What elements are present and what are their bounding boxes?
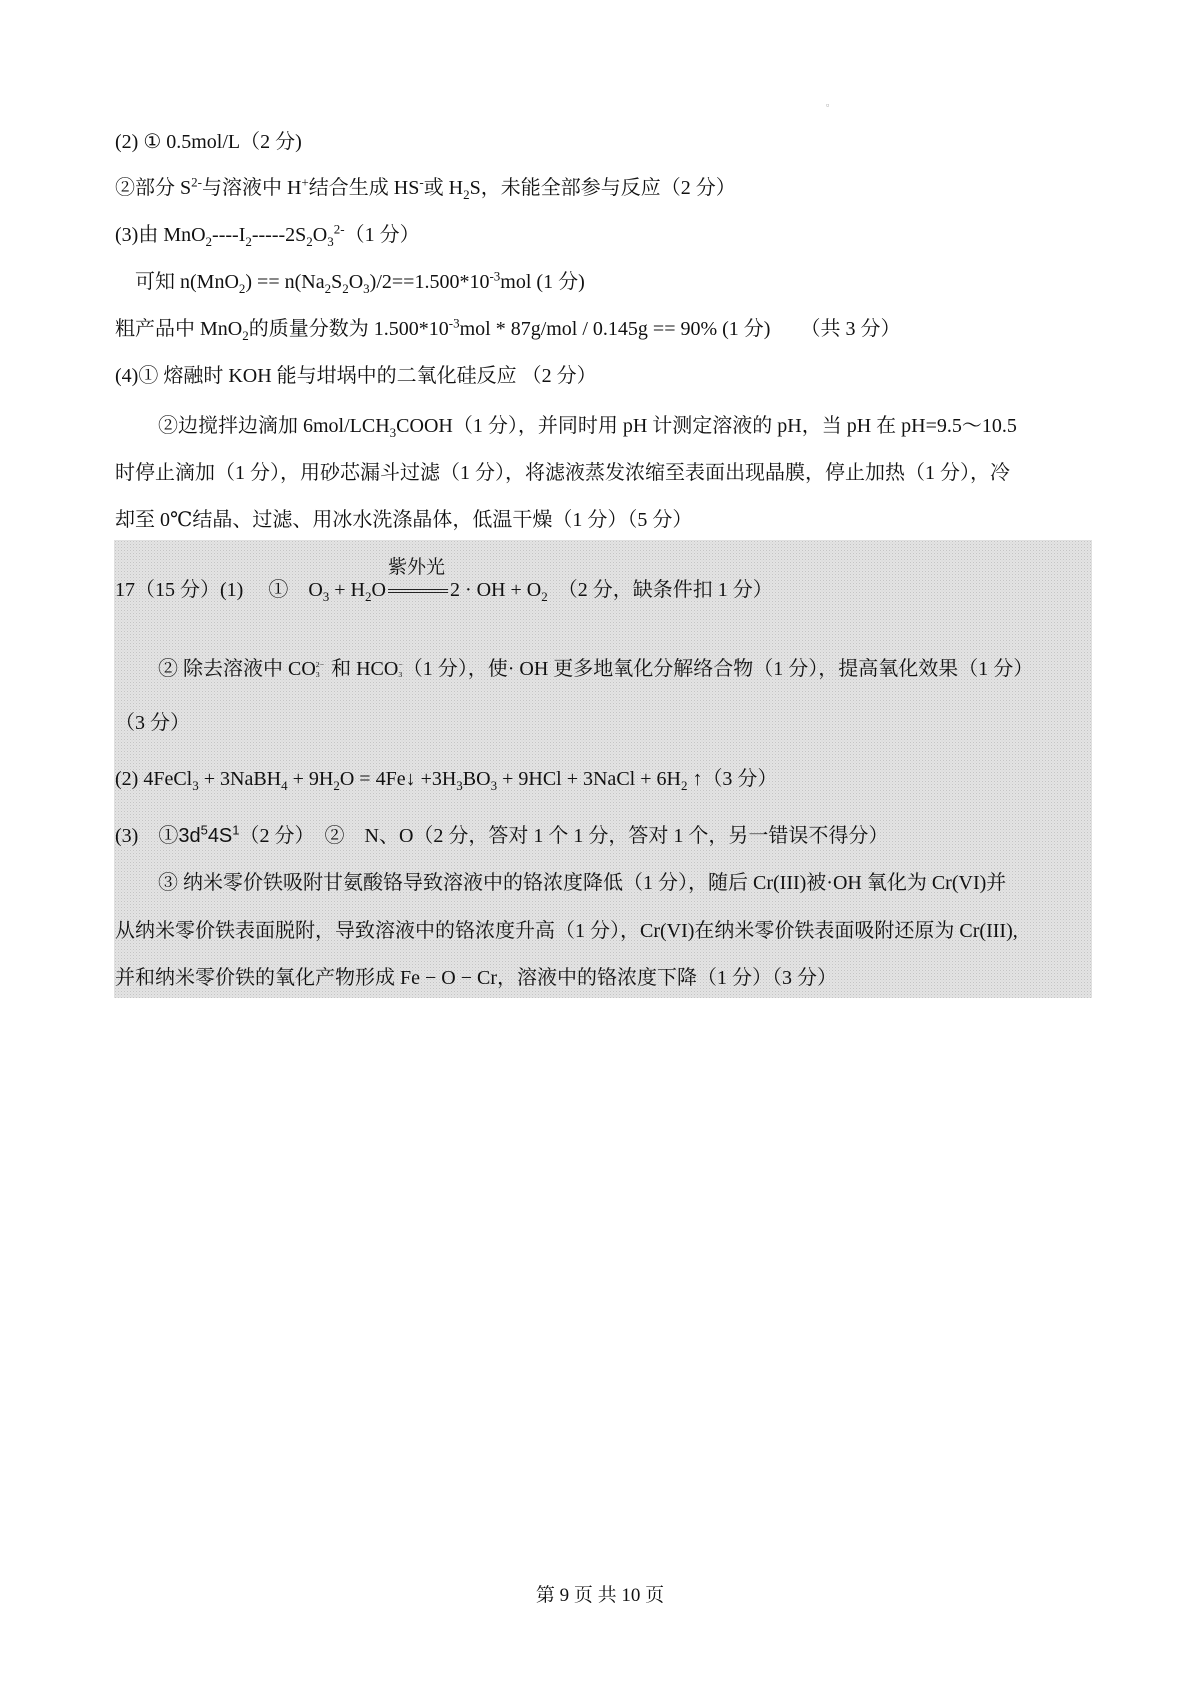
speck: ▫: [826, 100, 830, 110]
q17-1-1: 17（15 分）(1) ① $O_3 + H_2O$ 紫外光 2 · OH + $O_2$ （2 分，缺条件扣 1 分）: [115, 576, 773, 604]
answer-3-result: 粗产品中 MnO$_2$的质量分数为 $1.500*10^{-3}mol * 87g/mol / 0.145g == 90\%$ (1 分) （共 3 分）: [115, 315, 901, 343]
q17-1-score: （3 分）: [115, 712, 190, 734]
q17-3-3-line1: ③ 纳米零价铁吸附甘氨酸铬导致溶液中的铬浓度降低（1 分），随后 Cr(III)被·OH 氧化为 Cr(VI)并: [158, 872, 1007, 894]
q17-3-3-line2: 从纳米零价铁表面脱附，导致溶液中的铬浓度升高（1 分），Cr(VI)在纳米零价铁表面吸附还原为 Cr(III),: [115, 920, 1018, 942]
q17-3-1-2: (3) $①3d^54S^1(2$ 分） ② N、O（2 分，答对 1 个 1 分，答对 1 个，另一错误不得分）: [115, 822, 889, 847]
answer-4-1: (4)① 熔融时 KOH 能与坩埚中的二氧化硅反应 （2 分）: [115, 365, 597, 387]
answer-2-2: ②部分 $S^{2-}$与溶液中 H+结合生成 HS-或 $H_2S$，未能全部参与反应（2 分）: [115, 174, 736, 202]
answer-4-2-line1: ②边搅拌边滴加 $6mol/LCH_3COOH(1$ 分），并同时用 pH 计测定溶液的 pH，当 pH 在 pH=9.5～10.5: [158, 415, 1017, 440]
q17-1-2: ② 除去溶液中 CO 2− 3 和 HCO − 3 （1 分），使· OH 更多地氧化分解络合物（1 分），提高氧化效果（1 分）: [158, 658, 1034, 680]
answer-3-ratio: (3)由 $MnO_2----I_2-----2S_2O_3^{2-}(1$ 分）: [115, 221, 420, 249]
answer-2-1: (2) ① 0.5mol/L（2 分): [115, 131, 302, 153]
answer-4-2-line2: 时停止滴加（1 分），用砂芯漏斗过滤（1 分），将滤液蒸发浓缩至表面出现晶膜，停止加热（1 分），冷: [115, 462, 1010, 484]
answer-3-calc: 可知 $n(MnO_2) == n(Na_2S_2O_3)/2==1.500*10^{-3}mol$ (1 分): [135, 268, 585, 296]
answer-4-2-line3: 却至 0℃结晶、过滤、用冰水洗涤晶体，低温干燥（1 分）（5 分）: [115, 509, 693, 531]
q17-3-3-line3: 并和纳米零价铁的氧化产物形成 Fe − O − Cr，溶液中的铬浓度下降（1 分）（3 分）: [115, 967, 838, 989]
q17-2-equation: (2) 4FeCl$_3$ + 3NaBH$_4$ + $9H_2O$ = 4Fe↓ $+3H_3BO_3 + 9HCl$ + 3NaCl + $6H_2$ ↑（3 分）: [115, 768, 778, 793]
reaction-condition: 紫外光: [387, 557, 445, 578]
reaction-arrow: [386, 557, 450, 604]
page-number: 第 9 页 共 10 页: [535, 1585, 665, 1606]
